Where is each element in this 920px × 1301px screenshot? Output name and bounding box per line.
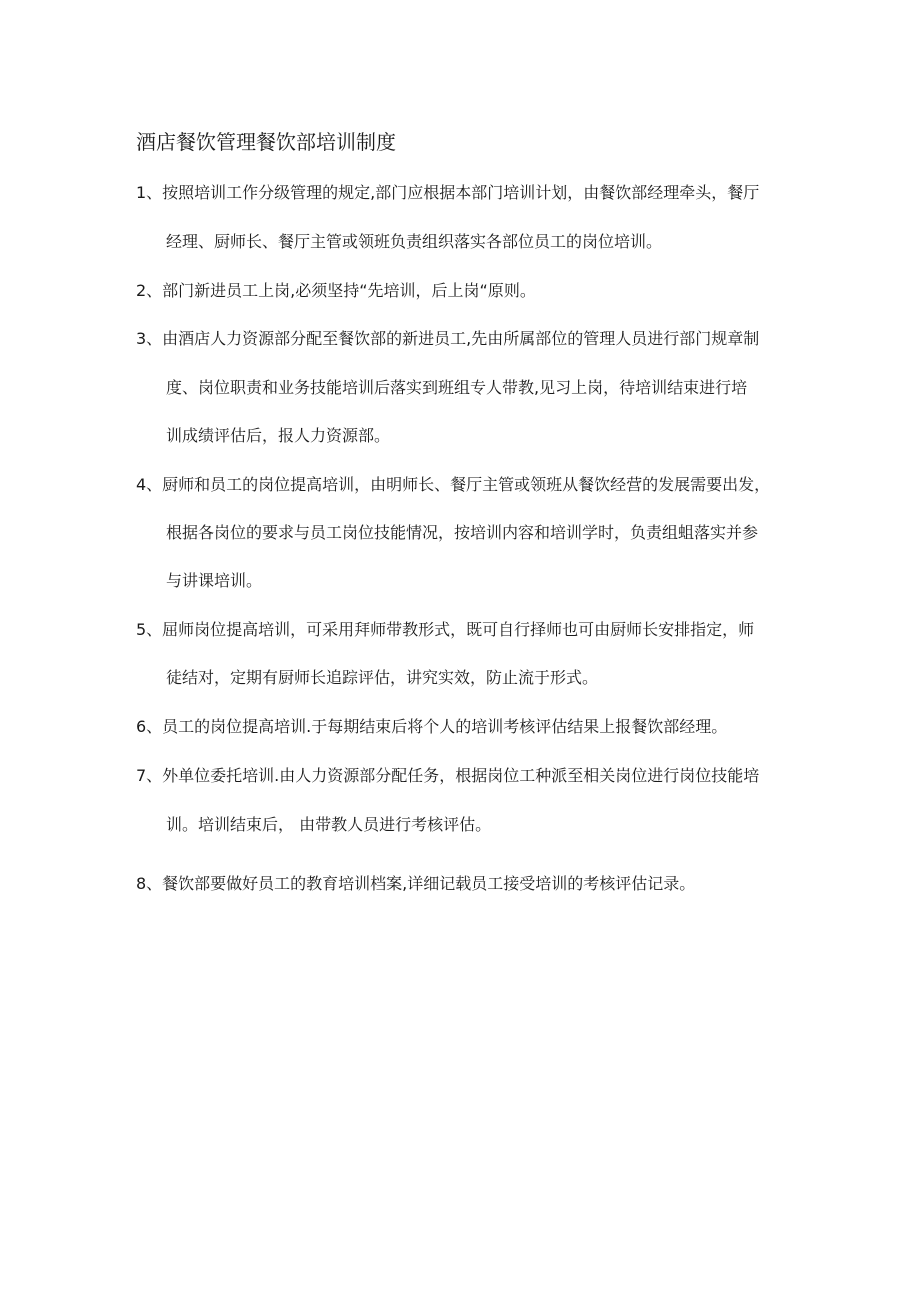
item-7-line-2: 训。培训结束后， 由带教人员进行考核评估。 [166, 815, 492, 834]
item-3-line-3: 训成绩评估后，报人力资源部。 [166, 426, 391, 445]
page-title: 酒店餐饮管理餐饮部培训制度 [136, 130, 396, 154]
item-5-line-1: 5、屈师岗位提高培训，可采用拜师带教形式，既可自行择师也可由厨师长安排指定，师 [136, 620, 755, 639]
item-3-line-1: 3、由酒店人力资源部分配至餐饮部的新进员工,先由所属部位的管理人员进行部门规章制 [136, 329, 760, 348]
item-1-line-1: 1、按照培训工作分级管理的规定,部门应根据本部门培训计划，由餐饮部经理牵头，餐厅 [136, 183, 760, 202]
item-2-line-1: 2、部门新进员工上岗,必须坚持“先培训，后上岗“原则。 [136, 281, 536, 300]
item-3-line-2: 度、岗位职责和业务技能培训后落实到班组专人带教,见习上岗，待培训结束进行培 [166, 378, 748, 397]
item-4-line-2: 根据各岗位的要求与员工岗位技能情况，按培训内容和培训学时，负责组蛆落实并参 [166, 523, 759, 542]
item-7-line-1: 7、外单位委托培训.由人力资源部分配任务，根据岗位工种派至相关岗位进行岗位技能培 [136, 766, 760, 785]
item-8-line-1: 8、餐饮部要做好员工的教育培训档案,详细记载员工接受培训的考核评估记录。 [136, 874, 696, 893]
item-1-line-2: 经理、厨师长、餐厅主管或领班负责组织落实各部位员工的岗位培训。 [166, 232, 663, 251]
item-4-line-1: 4、厨师和员工的岗位提高培训，由明师长、餐厅主管或领班从餐饮经营的发展需要出发， [136, 475, 771, 494]
item-4-line-3: 与讲课培训。 [166, 571, 263, 590]
item-6-line-1: 6、员工的岗位提高培训.于每期结束后将个人的培训考核评估结果上报餐饮部经理。 [136, 717, 728, 736]
item-5-line-2: 徒结对，定期有厨师长追踪评估，讲究实效，防止流于形式。 [166, 668, 599, 687]
